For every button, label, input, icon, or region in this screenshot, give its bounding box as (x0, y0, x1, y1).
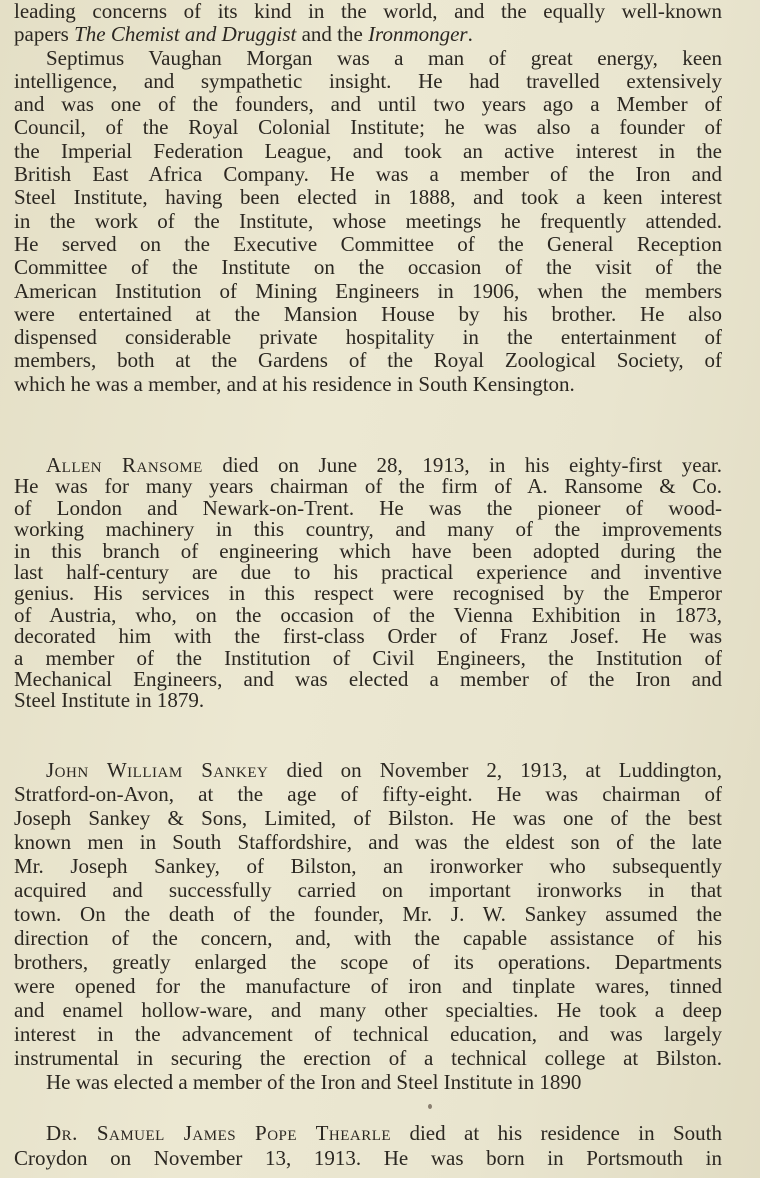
text-line (14, 476, 722, 497)
text-line (14, 669, 722, 690)
text-run: Stratford-on-Avon, at the age of fifty-eight. He was chairman of (14, 782, 722, 806)
text-run: papers (14, 22, 75, 47)
text-run: of Austria, who, on the occasion of the Vienna Exhibition in 1873, (14, 602, 722, 627)
text-run: members, both at the Gardens of the Royal Zoological Society, of (14, 348, 722, 373)
text-run: which he was a member, and at his residence in South Kensington. (14, 371, 575, 396)
paragraph-samuel-thearle (14, 1121, 722, 1171)
text-run: of London and Newark-on-Trent. He was the pioneer of wood- (14, 495, 722, 520)
text-line (14, 163, 722, 186)
text-line (14, 303, 722, 326)
text-run: were entertained at the Mansion House by his brother. He also (14, 301, 722, 326)
text-run: direction of the concern, and, with the capable assistance of his (14, 926, 722, 950)
text-line (14, 806, 722, 830)
text-line (14, 0, 722, 23)
publication-title: Ironmonger (368, 22, 468, 47)
text-run: Joseph Sankey & Sons, Limited, of Bilston. He was one of the best (14, 806, 722, 830)
text-line (14, 1146, 722, 1171)
text-run: He was for many years chairman of the firm of A. Ransome & Co. (14, 474, 722, 499)
text-line (14, 326, 722, 349)
text-run: decorated him with the first-class Order of Franz Josef. He was (14, 624, 722, 649)
text-run: instrumental in securing the erection of a technical college at Bilston. (14, 1046, 722, 1070)
text-line (14, 495, 722, 520)
text-line (14, 519, 722, 540)
text-run: Croydon on November 13, 1913. He was born in Portsmouth in (14, 1146, 722, 1170)
text-run: He served on the Executive Committee of the General Reception (14, 231, 722, 256)
text-line (14, 538, 722, 563)
paragraph-john-william-sankey (14, 758, 722, 1094)
ink-speck (428, 1104, 432, 1109)
text-line (14, 926, 722, 950)
text-run: . (467, 22, 473, 47)
text-run: Committee of the Institute on the occasion of the visit of the (14, 255, 722, 280)
text-run: died at his residence in South (391, 1121, 722, 1145)
text-line (14, 116, 722, 139)
text-run: acquired and successfully carried on important ironworks in that (14, 878, 722, 902)
text-line (14, 974, 722, 998)
text-run: intelligence, and sympathetic insight. He had travelled extensively (14, 68, 722, 93)
text-run: Steel Institute in 1879. (14, 688, 205, 713)
text-run: in this branch of engineering which have been adopted during the (14, 538, 722, 563)
publication-title: The Chemist and Druggist (74, 22, 297, 47)
text-run: Steel Institute, having been elected in 1888, and took a keen interest (14, 185, 722, 210)
text-line (14, 950, 722, 974)
text-line (14, 280, 722, 303)
text-line (14, 1022, 722, 1046)
text-line (14, 602, 722, 627)
text-run: Council, of the Royal Colonial Institute; he was also a founder of (14, 115, 722, 140)
text-line (14, 583, 722, 604)
text-line (14, 690, 722, 711)
text-line (14, 47, 722, 70)
text-line (14, 626, 722, 647)
text-run: British East Africa Company. He was a member of the Iron and (14, 162, 722, 187)
text-line (14, 1070, 722, 1094)
text-run: last half-century are due to his practical experience and inventive (14, 560, 722, 585)
text-run: working machinery in this country, and many of the improvements (14, 517, 722, 542)
text-run: Mr. Joseph Sankey, of Bilston, an ironworker who subsequently (14, 854, 722, 878)
paragraph-allen-ransome (14, 455, 722, 712)
text-run: He was elected a member of the Iron and Steel Institute in 1890 (46, 1070, 582, 1094)
text-line (14, 758, 722, 782)
text-run: dispensed considerable private hospitality in the entertainment of (14, 325, 722, 350)
text-line (14, 210, 722, 233)
text-line (14, 998, 722, 1022)
text-line (14, 1046, 722, 1070)
text-line (14, 93, 722, 116)
text-run: and was one of the founders, and until two years ago a Member of (14, 92, 722, 117)
text-run: known men in South Staffordshire, and was the eldest son of the late (14, 830, 722, 854)
text-line (14, 70, 722, 93)
text-line (14, 256, 722, 279)
text-run: a member of the Institution of Civil Engineers, the Institution of (14, 645, 722, 670)
text-line (14, 854, 722, 878)
text-line (14, 140, 722, 163)
text-line (14, 349, 722, 372)
text-run: Septimus Vaughan Morgan was a man of great energy, keen (46, 45, 722, 70)
text-line (14, 23, 722, 46)
text-line (14, 562, 722, 583)
text-run: leading concerns of its kind in the world, and the equally well-known (14, 0, 722, 23)
text-run: the Imperial Federation League, and took an active interest in the (14, 138, 722, 163)
text-run: were opened for the manufacture of iron and tinplate wares, tinned (14, 974, 722, 998)
text-run: interest in the advancement of technical education, and was largely (14, 1022, 722, 1046)
text-run: Mechanical Engineers, and was elected a member of the Iron and (14, 667, 722, 692)
text-line (14, 186, 722, 209)
text-run: in the work of the Institute, whose meetings he frequently attended. (14, 208, 722, 233)
text-run: American Institution of Mining Engineers in 1906, when the members (14, 278, 722, 303)
person-name: Allen Ransome (46, 453, 203, 477)
text-line (14, 373, 722, 396)
text-run: and the (296, 22, 369, 47)
paragraph-morgan-continuation (14, 0, 722, 396)
text-line (14, 902, 722, 926)
text-run: died on June 28, 1913, in his eighty-first year. (202, 453, 722, 477)
text-line (14, 455, 722, 476)
text-run: town. On the death of the founder, Mr. J. W. Sankey assumed the (14, 902, 722, 926)
text-run: brothers, greatly enlarged the scope of its operations. Departments (14, 950, 722, 974)
text-line (14, 1121, 722, 1146)
text-run: died on November 2, 1913, at Luddington, (268, 758, 722, 782)
text-run: genius. His services in this respect were recognised by the Emperor (14, 581, 722, 606)
text-line (14, 830, 722, 854)
text-line (14, 233, 722, 256)
text-run: and enamel hollow-ware, and many other specialties. He took a deep (14, 998, 722, 1022)
person-name: John William Sankey (46, 758, 269, 782)
text-line (14, 645, 722, 670)
person-name: Dr. Samuel James Pope Thearle (46, 1121, 392, 1145)
text-line (14, 878, 722, 902)
text-line (14, 782, 722, 806)
